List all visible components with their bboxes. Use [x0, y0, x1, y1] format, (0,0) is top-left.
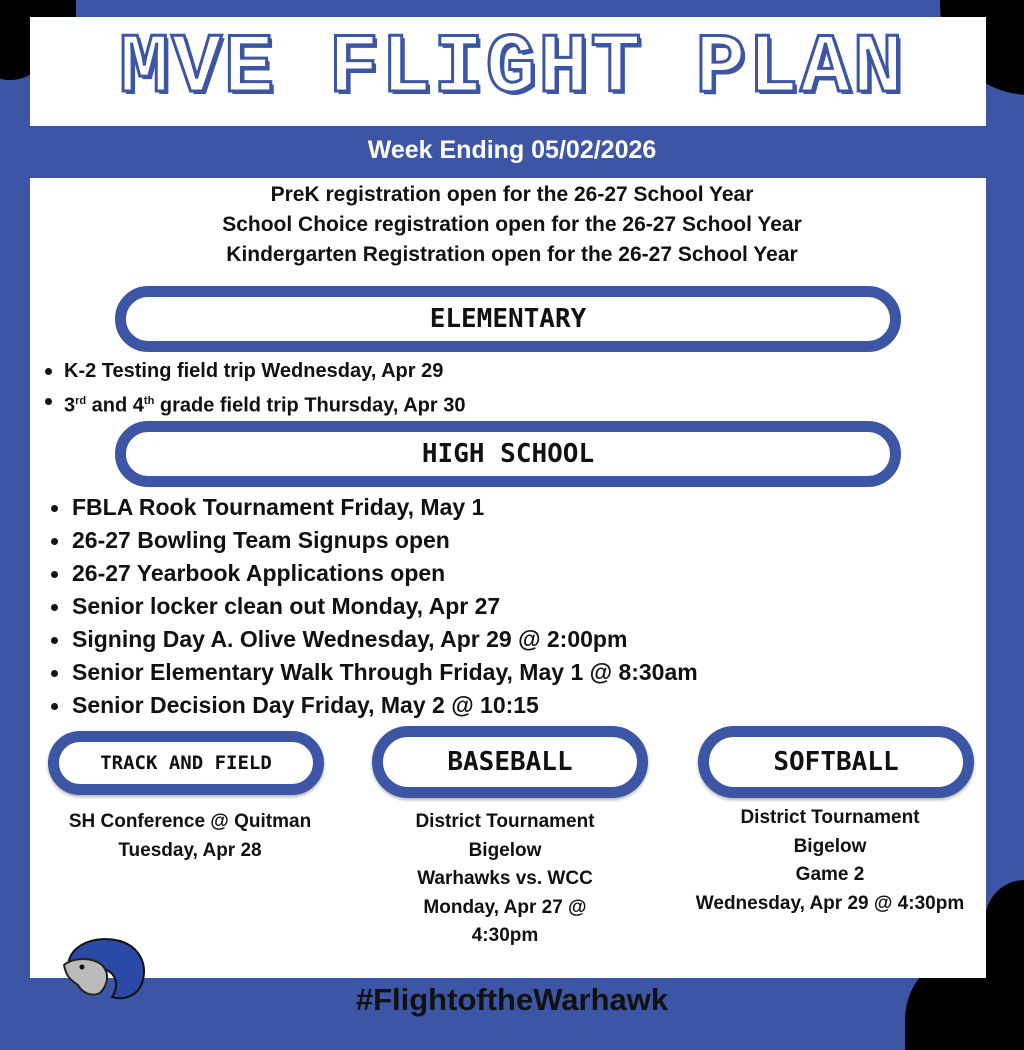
- footer-hashtag: #FlightoftheWarhawk: [355, 982, 669, 1017]
- high-school-heading: HIGH SCHOOL: [115, 421, 901, 487]
- elementary-heading: ELEMENTARY: [115, 286, 901, 352]
- softball-details: [670, 804, 990, 918]
- list-item: Senior locker clean out Monday, Apr 27: [72, 590, 698, 623]
- list-item: Senior Elementary Walk Through Friday, May 1 @ 8:30am: [72, 656, 698, 689]
- superscript: th: [143, 395, 155, 407]
- week-ending: Week Ending 05/02/2026: [367, 136, 657, 164]
- track-and-field-details: [40, 808, 340, 865]
- list-item: FBLA Rook Tournament Friday, May 1: [72, 491, 698, 524]
- list-item: Senior Decision Day Friday, May 2 @ 10:15: [72, 689, 698, 722]
- detail-line: Warhawks vs. WCC: [417, 868, 593, 889]
- detail-line: Tuesday, Apr 28: [118, 839, 262, 861]
- detail-line: Wednesday, Apr 29 @ 4:30pm: [695, 892, 965, 914]
- list-item: Signing Day A. Olive Wednesday, Apr 29 @ 2:00pm: [72, 623, 698, 656]
- superscript: rd: [75, 395, 87, 407]
- announcements: [0, 180, 1024, 270]
- list-item: 26-27 Yearbook Applications open: [72, 557, 698, 590]
- page-title: MVE FLIGHT PLAN: [118, 22, 906, 117]
- baseball-heading: BASEBALL: [372, 726, 648, 798]
- baseball-details: [355, 808, 655, 951]
- list-item: K-2 Testing field trip Wednesday, Apr 29: [64, 356, 465, 386]
- detail-line: 4:30pm: [471, 925, 539, 946]
- detail-line: Bigelow: [468, 839, 542, 861]
- announcement: PreK registration open for the 26-27 School Year: [270, 183, 754, 206]
- list-item: 26-27 Bowling Team Signups open: [72, 524, 698, 557]
- item-text: grade field trip Thursday, Apr 30: [154, 394, 466, 417]
- detail-line: Game 2: [795, 864, 865, 885]
- detail-line: District Tournament: [740, 807, 920, 828]
- softball-heading: SOFTBALL: [698, 726, 974, 798]
- detail-line: District Tournament: [415, 811, 595, 832]
- detail-line: SH Conference @ Quitman: [68, 811, 312, 832]
- detail-line: Monday, Apr 27 @: [423, 896, 587, 918]
- announcement: School Choice registration open for the 26-27 School Year: [222, 213, 802, 236]
- item-text: and 4: [86, 394, 144, 417]
- detail-line: Bigelow: [793, 835, 867, 857]
- elementary-list: [64, 356, 465, 421]
- track-and-field-heading: TRACK AND FIELD: [48, 731, 324, 795]
- item-text: 3: [64, 394, 76, 417]
- high-school-list: [72, 491, 698, 722]
- announcement: Kindergarten Registration open for the 26-27 School Year: [226, 243, 798, 266]
- list-item: [64, 386, 465, 421]
